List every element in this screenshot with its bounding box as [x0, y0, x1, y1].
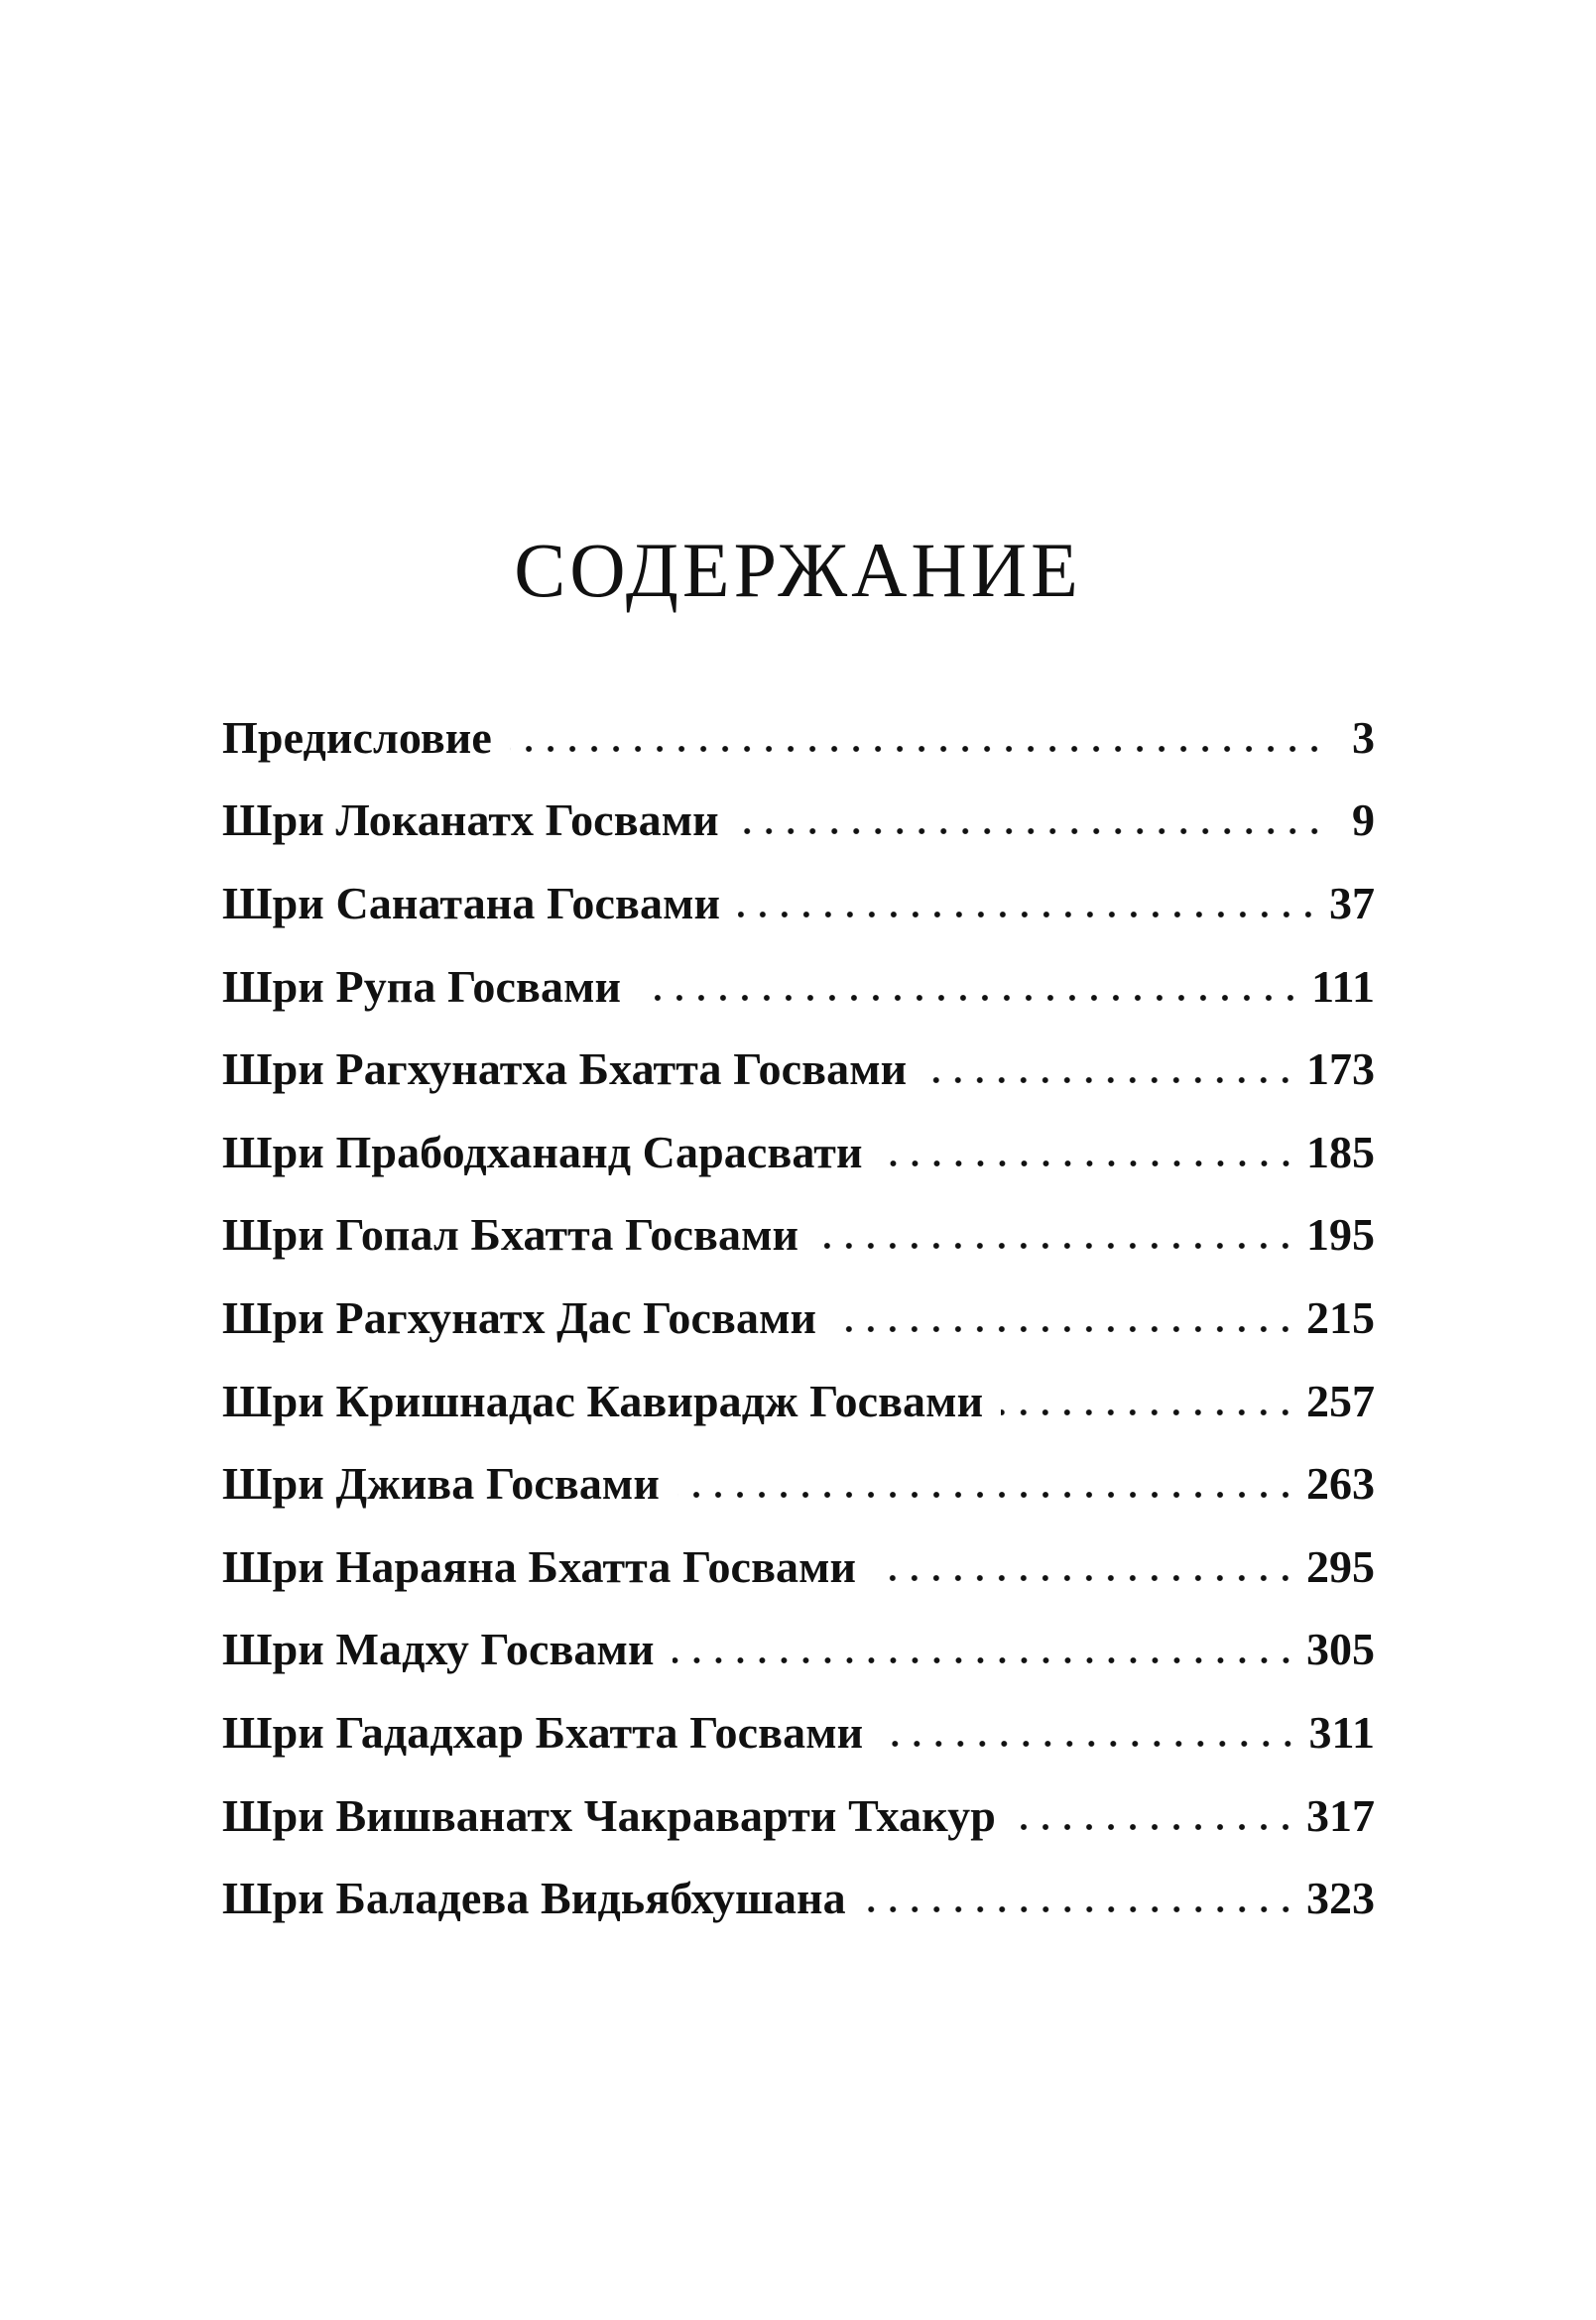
page-title: СОДЕРЖАНИЕ [514, 527, 1082, 614]
toc-entry-jiva [222, 1442, 1375, 1526]
toc-entry-rupa [222, 945, 1375, 1029]
toc-entry-title: Шри Рагхунатх Дас Госвами [222, 1295, 834, 1341]
toc-entry-page: 323 [1296, 1876, 1375, 1921]
toc-entry-title: Шри Гопал Бхатта Госвами [222, 1212, 816, 1258]
toc-entry-krishnadas-kaviraj [222, 1360, 1375, 1443]
toc-entry-page: 317 [1296, 1793, 1375, 1839]
dot-leader [737, 797, 1325, 843]
toc-entry-gadadhar-bhatta [222, 1691, 1375, 1774]
dot-leader [924, 1046, 1296, 1092]
toc-entry-title: Шри Нараяна Бхатта Госвами [222, 1544, 874, 1590]
toc-entry-raghunath-das [222, 1277, 1375, 1360]
dot-leader [738, 881, 1319, 926]
toc-entry-page: 37 [1319, 881, 1375, 926]
dot-leader [1014, 1793, 1296, 1839]
toc-entry-title: Шри Прабодхананд Сарасвати [222, 1130, 881, 1175]
toc-entry-vishvanath [222, 1774, 1375, 1858]
toc-entry-title: Шри Рагхунатха Бхатта Госвами [222, 1046, 924, 1092]
toc-entry-title: Шри Санатана Госвами [222, 881, 738, 926]
toc-entry-raghunatha-bhatta [222, 1028, 1375, 1111]
toc-entry-page: 173 [1296, 1046, 1375, 1092]
toc-entry-page: 111 [1301, 964, 1375, 1010]
toc-entry-sanatana [222, 862, 1375, 945]
toc-entry-title: Шри Локанатх Госвами [222, 797, 737, 843]
toc-entry-madhu [222, 1609, 1375, 1692]
toc-entry-gopal-bhatta [222, 1194, 1375, 1278]
toc-entry-title: Шри Джива Госвами [222, 1461, 677, 1507]
dot-leader [874, 1544, 1296, 1590]
toc-entry-title: Шри Кришнадас Кавирадж Госвами [222, 1379, 1001, 1424]
toc-entry-title: Шри Баладева Видьябхушана [222, 1876, 864, 1921]
dot-leader [510, 715, 1325, 761]
toc-entry-page: 215 [1296, 1295, 1375, 1341]
toc-entry-page: 185 [1296, 1130, 1375, 1175]
dot-leader [881, 1130, 1296, 1175]
toc-entry-page: 311 [1299, 1710, 1375, 1756]
toc-entry-page: 9 [1325, 797, 1375, 843]
dot-leader [639, 964, 1301, 1010]
dot-leader [1001, 1379, 1296, 1424]
toc-entry-preface [222, 696, 1375, 780]
dot-leader [816, 1212, 1296, 1258]
toc-entry-narayana-bhatta [222, 1526, 1375, 1609]
toc-entry-title: Шри Вишванатх Чакраварти Тхакур [222, 1793, 1014, 1839]
toc-entry-title: Предисловие [222, 715, 510, 761]
toc-entry-page: 295 [1296, 1544, 1375, 1590]
dot-leader [673, 1627, 1296, 1672]
dot-leader [864, 1876, 1296, 1921]
toc-entry-title: Шри Гададхар Бхатта Госвами [222, 1710, 881, 1756]
table-of-contents [222, 696, 1375, 1940]
toc-entry-page: 3 [1325, 715, 1375, 761]
toc-entry-baladeva [222, 1857, 1375, 1940]
toc-entry-lokanath [222, 780, 1375, 863]
dot-leader [881, 1710, 1298, 1756]
toc-entry-page: 263 [1296, 1461, 1375, 1507]
toc-entry-page: 195 [1296, 1212, 1375, 1258]
toc-entry-title: Шри Рупа Госвами [222, 964, 639, 1010]
toc-entry-page: 257 [1296, 1379, 1375, 1424]
toc-entry-page: 305 [1296, 1627, 1375, 1672]
toc-entry-prabodhanand [222, 1111, 1375, 1194]
dot-leader [677, 1461, 1296, 1507]
dot-leader [834, 1295, 1296, 1341]
toc-entry-title: Шри Мадху Госвами [222, 1627, 673, 1672]
